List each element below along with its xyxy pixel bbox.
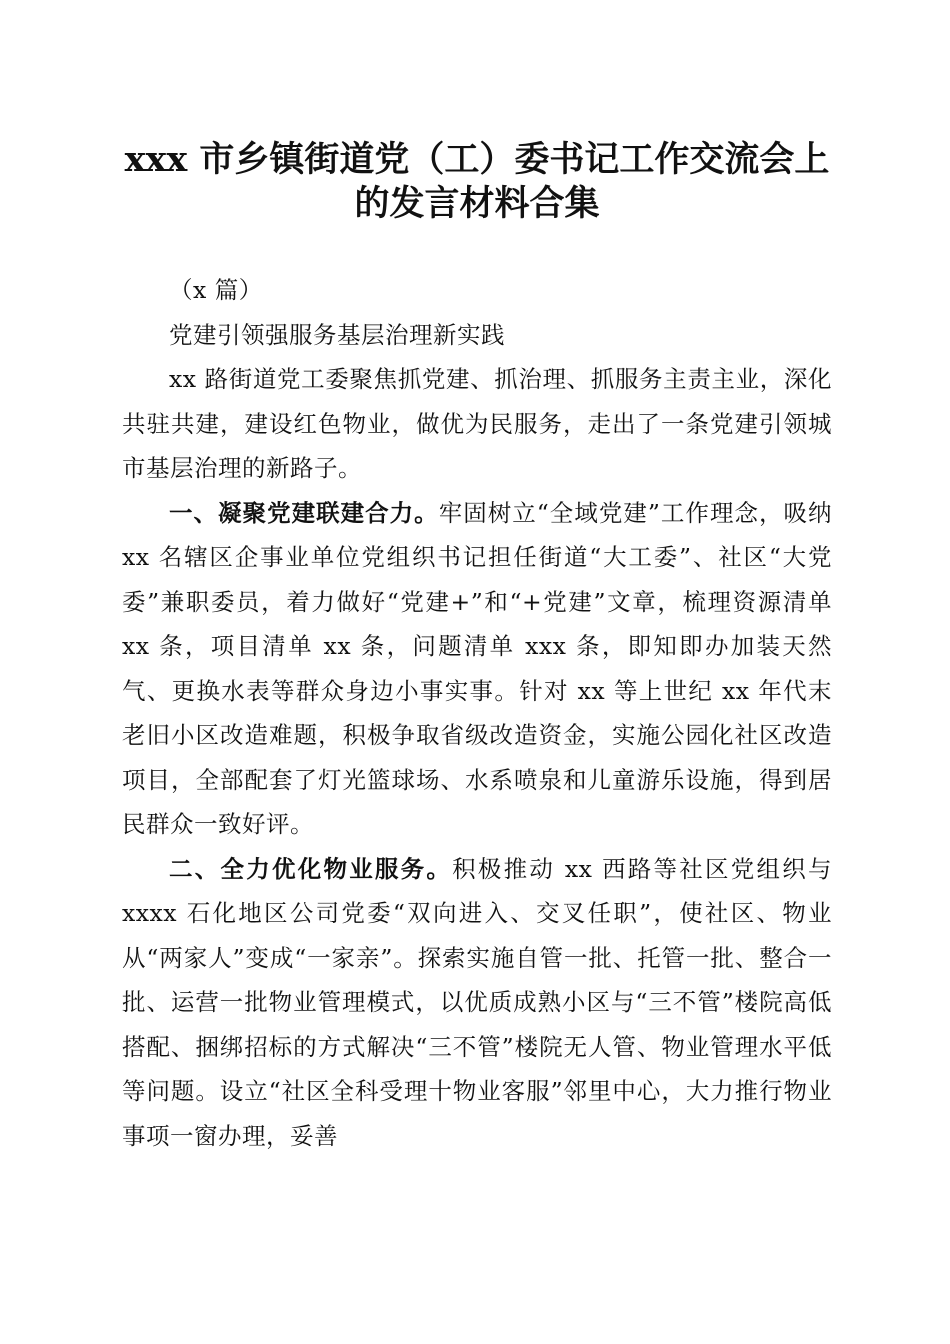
section-1-paragraph [122, 491, 832, 847]
document-body [122, 268, 832, 1158]
section-1-text: 牢固树立“全域党建”工作理念，吸纳 xx 名辖区企事业单位党组织书记担任街道“大工委”、社区“大党委”兼职委员，着力做好“党建+”和“+党建”文章，梳理资源清单 xx 条，项目清单 xx 条，问题清单 xxx 条，即知即办加装天然气、更换水表等群众身边小事实事。针对 xx 等上世纪 xx 年代末老旧小区改造难题，积极争取省级改造资金，实施公园化社区改造项目，全部配套了灯光篮球场、水系喷泉和儿童游乐设施，得到居民群众一致好评。 [122, 498, 833, 838]
section-2-text: 积极推动 xx 西路等社区党组织与 xxxx 石化地区公司党委“双向进入、交叉任职”，使社区、物业从“两家人”变成“一家亲”。探索实施自管一批、托管一批、整合一批、运营一批物业管理模式，以优质成熟小区与“三不管”楼院高低搭配、捆绑招标的方式解决“三不管”楼院无人管、物业管理水平低等问题。设立“社区全科受理十物业客服”邻里中心，大力推行物业事项一窗办理，妥善 [122, 854, 833, 1150]
article-subtitle: 党建引领强服务基层治理新实践 [169, 320, 505, 349]
document-title-line-2: 的发言材料合集 [354, 183, 600, 224]
document-title-line-1: xxx 市乡镇街道党（工）委书记工作交流会上 [124, 139, 830, 180]
section-1-heading: 一、凝聚党建联建合力。 [169, 498, 439, 527]
section-2-heading: 二、全力优化物业服务。 [169, 854, 453, 883]
document-title [122, 138, 832, 226]
article-count: （x 篇） [169, 276, 263, 304]
section-2-paragraph [122, 847, 832, 1159]
intro-paragraph: xx 路街道党工委聚焦抓党建、抓治理、抓服务主责主业，深化共驻共建，建设红色物业，做优为民服务，走出了一条党建引领城市基层治理的新路子。 [122, 365, 832, 482]
